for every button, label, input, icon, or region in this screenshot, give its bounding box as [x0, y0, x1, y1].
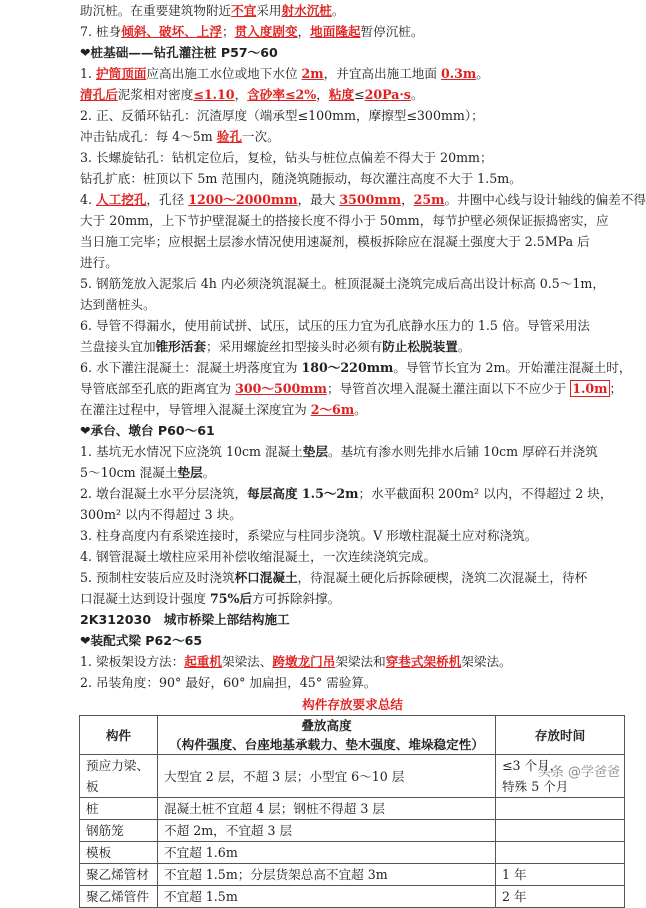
text-span: 。: [202, 465, 216, 480]
text-line: [80, 84, 625, 105]
text-span: 3. 柱身高度内有系梁连接时，系梁应与柱同步浇筑。V 形墩柱混凝土应对称浇筑。: [80, 528, 538, 543]
emphasis-text: 倾斜、破坏、上浮: [121, 24, 222, 39]
text-span: 1. 梁板架设方法：: [80, 654, 185, 669]
text-span: 5～10cm 混凝土: [80, 465, 178, 480]
text-span: ，最大: [297, 192, 340, 207]
text-span: 当日施工完毕；应根据土层渗水情况使用速凝剂，模板拆除应在混凝土强度大于 2.5MPa 后: [80, 234, 590, 249]
text-span: 7. 桩身: [80, 24, 122, 39]
emphasis-text: 贯入度剧变: [234, 24, 298, 39]
text-span: 钻孔扩底：桩顶以下 5m 范围内，随浇筑随振动，每次灌注高度不大于 1.5m。: [80, 171, 522, 186]
cell-height: 不宜超 1.6m: [158, 842, 496, 864]
section-heading: ❤装配式梁 P62～65: [80, 633, 203, 648]
text-line: [80, 21, 625, 42]
text-span: 架梁法、: [221, 654, 273, 669]
table-header-row: [80, 716, 625, 755]
text-line: [80, 294, 625, 315]
cell-time: [496, 864, 625, 886]
text-line: [80, 651, 625, 672]
emphasis-text: 人工挖孔: [96, 192, 147, 207]
emphasis-text: 垫层: [302, 444, 328, 459]
text-span: 5. 预制柱安装后应及时浇筑: [80, 570, 235, 585]
emphasis-text: 3500mm: [339, 192, 402, 207]
emphasis-text: 防止松脱装置: [382, 339, 458, 354]
text-span: 4.: [80, 192, 97, 207]
table-row: [80, 820, 625, 842]
section-heading: ❤桩基础——钻孔灌注桩 P57～60: [80, 45, 278, 60]
cell-time-line: 特殊 5 个月: [502, 779, 569, 794]
cell-time-line: 1 年: [502, 867, 527, 882]
text-span: 300m² 以内不得超过 3 块。: [80, 507, 242, 522]
text-span: 暂停沉桩。: [360, 24, 424, 39]
text-line: [80, 105, 625, 126]
table-row: [80, 886, 625, 908]
emphasis-text: 20Pa·s: [364, 87, 411, 102]
text-span: 方可拆除斜撑。: [252, 591, 341, 606]
text-line: [80, 63, 625, 84]
emphasis-text: 垫层: [177, 465, 203, 480]
cell-component: 桩: [80, 798, 158, 820]
text-span: 。基坑有渗水则先排水后铺 10cm 厚碎石并浇筑: [327, 444, 598, 459]
text-line: [80, 588, 625, 609]
emphasis-text: 2～6m: [310, 402, 355, 417]
text-line: [80, 441, 625, 462]
text-span: ≤: [354, 87, 365, 102]
emphasis-text: 25m: [413, 192, 445, 207]
text-line: [80, 336, 625, 357]
text-line: [80, 462, 625, 483]
cell-height: 不超 2m，不宜超 3 层: [158, 820, 496, 842]
text-span: 应高出施工水位或地下水位: [146, 66, 302, 81]
cell-time: [496, 820, 625, 842]
text-span: ，: [401, 192, 414, 207]
text-span: 导管底部至孔底的距离宜为: [80, 381, 236, 396]
text-span: 。: [476, 66, 489, 81]
text-span: 。: [410, 87, 424, 102]
text-span: 。: [457, 339, 471, 354]
text-span: ；: [221, 24, 235, 39]
text-line: [80, 378, 625, 399]
text-span: ；导管首次埋入混凝土灌注面以下不应少于: [326, 381, 571, 396]
emphasis-text: 护筒顶面: [96, 66, 147, 81]
text-line: [80, 147, 625, 168]
text-span: 在灌注过程中，导管埋入混凝土深度宜为: [80, 402, 311, 417]
text-span: 2. 吊装角度：90° 最好，60° 加扁担，45° 需验算。: [80, 675, 377, 690]
text-line: [80, 525, 625, 546]
text-span: 采用: [256, 3, 282, 18]
text-span: 4. 钢管混凝土墩柱应采用补偿收缩混凝土，一次连续浇筑完成。: [80, 549, 437, 564]
cell-component: 聚乙烯管件: [80, 886, 158, 908]
text-span: 。井圈中心线与设计轴线的偏差不得: [444, 192, 646, 207]
text-line: [80, 126, 625, 147]
table-row: [80, 798, 625, 820]
cell-time-line: ≤3 个月，: [502, 758, 563, 773]
text-span: 进行。: [80, 255, 118, 270]
emphasis-text: 每层高度 1.5～2m: [247, 486, 359, 501]
cell-time: [496, 842, 625, 864]
text-line: [80, 504, 625, 525]
text-span: 达到凿桩头。: [80, 297, 156, 312]
text-span: 1.: [80, 66, 97, 81]
emphasis-text: 0.3m: [441, 66, 477, 81]
emphasis-text: 300～500mm: [235, 381, 327, 396]
table-title: 构件存放要求总结: [302, 697, 403, 712]
emphasis-text: 1.0m: [572, 381, 608, 396]
text-span: ，待混凝土硬化后拆除硬楔，浇筑二次混凝土，待杯: [297, 570, 588, 585]
text-line: [80, 252, 625, 273]
emphasis-text: 射水沉桩: [281, 3, 332, 18]
text-line: [80, 315, 625, 336]
emphasis-text: 不宜: [231, 3, 257, 18]
text-span: 3. 长螺旋钻孔：钻机定位后，复检，钻头与桩位点偏差不得大于 20mm；: [80, 150, 493, 165]
text-line: [80, 483, 625, 504]
text-line: [80, 567, 625, 588]
emphasis-text: 跨墩龙门吊: [272, 654, 336, 669]
emphasis-text: 75%后: [209, 591, 253, 606]
storage-table: [79, 715, 625, 908]
emphasis-text: 2m: [301, 66, 324, 81]
text-span: 。: [331, 3, 345, 18]
text-span: ；: [609, 381, 623, 396]
text-span: 架梁法和: [335, 654, 386, 669]
header-component: 构件: [80, 716, 158, 755]
text-span: 大于 20mm，上下节护壁混凝土的搭接长度不得小于 50mm，每节护壁必须保证振捣密实，应: [80, 213, 609, 228]
cell-height: 不宜超 1.5m；分层货架总高不宜超 3m: [158, 864, 496, 886]
text-span: 1. 基坑无水情况下应浇筑 10cm 混凝土: [80, 444, 303, 459]
text-span: 5. 钢筋笼放入泥浆后 4h 内必须浇筑混凝土。桩顶混凝土浇筑完成后高出设计标高 0.5～1m，: [80, 276, 605, 291]
emphasis-text: 杯口混凝土: [234, 570, 298, 585]
emphasis-text: 粘度: [328, 87, 355, 102]
emphasis-text: 1200～2000mm: [188, 192, 298, 207]
emphasis-text: 含砂率≤2%: [247, 87, 317, 102]
text-line: [80, 168, 625, 189]
text-line: [80, 357, 632, 378]
text-line: [80, 0, 625, 21]
text-span: 一次。: [241, 129, 280, 144]
text-line: [80, 609, 625, 630]
cell-component: 模板: [80, 842, 158, 864]
text-span: 。导管节长宜为 2m。开始灌注混凝土时，: [393, 360, 632, 375]
section-heading: 2K312030 城市桥梁上部结构施工: [80, 612, 290, 627]
text-span: 兰盘接头宜加: [80, 339, 156, 354]
text-span: 助沉桩。在重要建筑物附近: [80, 3, 232, 18]
body-text: [80, 0, 646, 693]
text-line: [80, 210, 625, 231]
text-span: ；水平截面积 200m² 以内，不得超过 2 块，: [358, 486, 613, 501]
text-span: 6. 导管不得漏水，使用前试拼、试压，试压的压力宜为孔底静水压力的 1.5 倍。导管采用法: [80, 318, 591, 333]
text-line: [80, 231, 625, 252]
cell-height: 大型宜 2 层，不超 3 层；小型宜 6～10 层: [158, 755, 496, 798]
text-span: ；采用螺旋丝扣型接头时必须有: [205, 339, 383, 354]
cell-height: 混凝土桩不宜超 4 层；钢桩不得超 3 层: [158, 798, 496, 820]
header-time: 存放时间: [496, 716, 625, 755]
cell-component: 钢筋笼: [80, 820, 158, 842]
text-span: 2. 墩台混凝土水平分层浇筑，: [80, 486, 248, 501]
text-span: 2. 正、反循环钻孔：沉渣厚度（端承型≤100mm，摩擦型≤300mm）；: [80, 108, 484, 123]
table-row: [80, 842, 625, 864]
emphasis-text: 180～220mm: [301, 360, 394, 375]
cell-component: 预应力梁、板: [80, 755, 158, 798]
text-line: [80, 420, 625, 441]
section-heading: ❤承台、墩台 P60～61: [80, 423, 215, 438]
emphasis-text: 验孔: [216, 129, 242, 144]
cell-height: 不宜超 1.5m: [158, 886, 496, 908]
text-span: 架梁法。: [461, 654, 512, 669]
cell-time: [496, 798, 625, 820]
text-line: [80, 546, 625, 567]
text-span: 。: [354, 402, 367, 417]
text-line: [80, 399, 625, 420]
text-line: [80, 630, 625, 651]
cell-component: 聚乙烯管材: [80, 864, 158, 886]
cell-time-line: 2 年: [502, 889, 527, 904]
header-height-main: 叠放高度: [301, 718, 352, 733]
emphasis-text: 清孔后: [80, 87, 118, 102]
header-height-sub: （构件强度、台座地基承载力、垫木强度、堆垛稳定性）: [169, 737, 484, 752]
emphasis-text: ≤1.10: [193, 87, 235, 102]
text-line: [80, 273, 625, 294]
text-line: [80, 189, 646, 210]
emphasis-text: 起重机: [184, 654, 222, 669]
cell-time: [496, 886, 625, 908]
text-span: 泥浆相对密度: [117, 87, 194, 102]
emphasis-text: 穿巷式架桥机: [385, 654, 462, 669]
text-span: ，: [297, 24, 311, 39]
text-span: ，孔径: [146, 192, 189, 207]
table-row: [80, 864, 625, 886]
text-span: ，并宜高出施工地面: [323, 66, 441, 81]
text-span: ，: [316, 87, 329, 102]
text-line: [80, 672, 625, 693]
text-span: 冲击钻成孔：每 4～5m: [80, 129, 217, 144]
text-span: ，: [234, 87, 248, 102]
emphasis-text: 锥形活套: [155, 339, 206, 354]
header-height: [158, 716, 496, 755]
text-line: [80, 42, 625, 63]
emphasis-text: 地面隆起: [310, 24, 361, 39]
text-span: 口混凝土达到设计强度: [80, 591, 210, 606]
watermark: 头条 @学爸爸: [537, 765, 620, 780]
text-span: 6. 水下灌注混凝土：混凝土坍落度宜为: [80, 360, 302, 375]
